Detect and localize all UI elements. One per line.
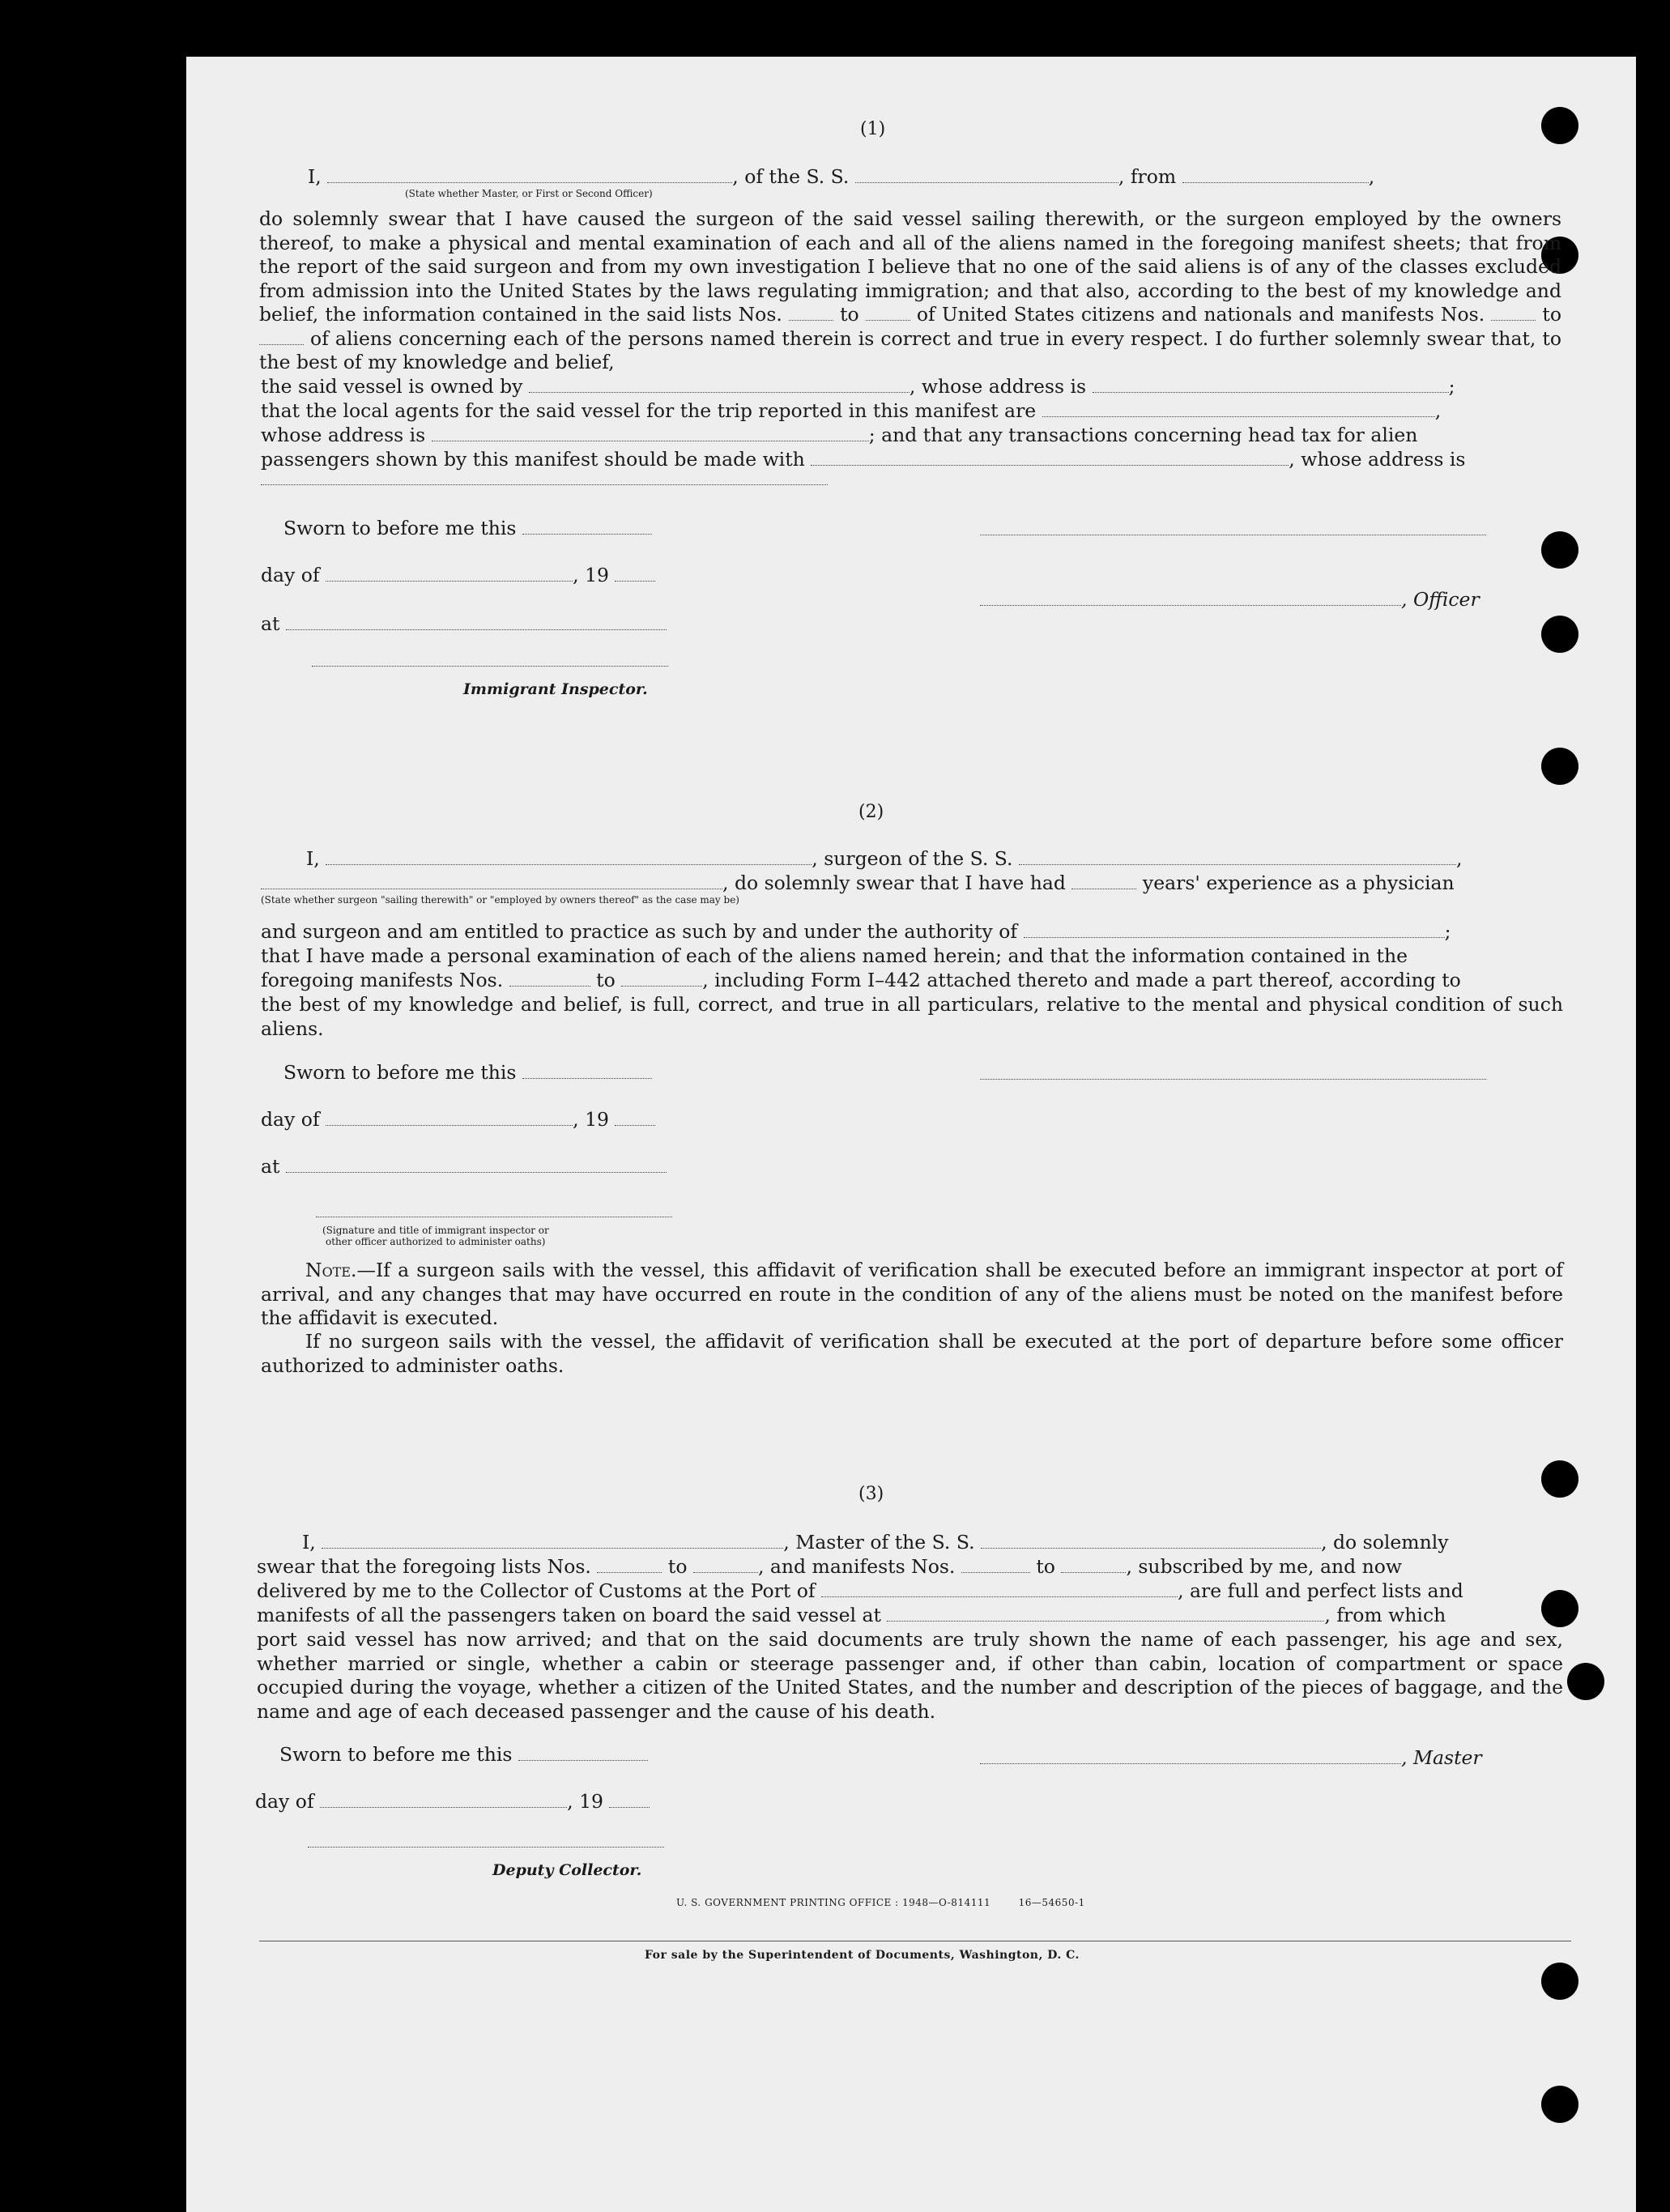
s1-i: I,: [308, 165, 322, 188]
s1-officer-signature-field[interactable]: [980, 590, 1401, 606]
s3-line-3: [257, 1579, 1463, 1602]
s3-line-1: [302, 1531, 1449, 1554]
s3-manifests-from-field[interactable]: [961, 1557, 1030, 1573]
s2-signature-note-1: (Signature and title of immigrant inspector or: [322, 1225, 549, 1236]
s3-sworn-date-field[interactable]: [518, 1745, 648, 1761]
s1-day-of-field[interactable]: [326, 565, 573, 582]
s1-from-port-field[interactable]: [1182, 167, 1369, 183]
s3-line-4: [257, 1604, 1446, 1626]
s1-lists-from-field[interactable]: [789, 305, 833, 321]
s2-year-field[interactable]: [615, 1110, 655, 1126]
section-1-number: (1): [860, 119, 886, 139]
s2-authority-field[interactable]: [1024, 922, 1445, 938]
s1-comma: ,: [1368, 165, 1375, 188]
s1-lists-to-field[interactable]: [866, 305, 910, 321]
s3-i: I,: [302, 1531, 316, 1554]
s1-from: , from: [1118, 165, 1177, 188]
s3-from-which: , from which: [1324, 1604, 1446, 1626]
s1-manifests-to-field[interactable]: [259, 329, 304, 345]
s1-sworn-line: [283, 517, 652, 539]
s2-signature-note-2: other officer authorized to administer oaths): [326, 1236, 546, 1247]
s2-surgeon-type-field[interactable]: [261, 873, 722, 889]
s1-head-tax: ; and that any transactions concerning head tax for alien: [868, 424, 1418, 446]
binder-hole-9: [1541, 1963, 1578, 2000]
s3-full: , are full and perfect lists and: [1178, 1579, 1463, 1602]
s1-day-of: day of: [261, 564, 320, 586]
s1-year-field[interactable]: [615, 565, 655, 582]
s3-swear: swear that the foregoing lists Nos.: [257, 1555, 591, 1578]
s1-whose-address-is: , whose address is: [909, 375, 1087, 398]
s3-manifests-to-field[interactable]: [1061, 1557, 1126, 1573]
s2-authority: and surgeon and am entitled to practice as such by and under the authority of: [261, 920, 1018, 943]
form-page: [186, 57, 1636, 2212]
s2-at-line: [261, 1155, 667, 1178]
s1-at: at: [261, 612, 280, 635]
binder-hole-1: [1541, 107, 1578, 144]
s2-nineteen: , 19: [573, 1108, 609, 1131]
s2-day-of-field[interactable]: [326, 1110, 573, 1126]
s1-at-line: [261, 612, 667, 635]
s1-passengers-shown: passengers shown by this manifest should be made with: [261, 448, 805, 471]
s3-lists-to-field[interactable]: [693, 1557, 758, 1573]
s1-head-tax-address-field[interactable]: [261, 484, 828, 485]
s2-sworn-line: [283, 1061, 652, 1084]
s3-master-ss: , Master of the S. S.: [783, 1531, 975, 1554]
s3-line-2: [257, 1555, 1402, 1578]
s2-years-field[interactable]: [1071, 873, 1136, 889]
s3-delivered: delivered by me to the Collector of Customs at the Port of: [257, 1579, 816, 1602]
s1-state-note: (State whether Master, or First or Second Officer): [405, 188, 653, 199]
s2-state-note: (State whether surgeon "sailing therewith" or "employed by owners thereof" as the case may be): [261, 894, 739, 906]
s1-of-us: of United States citizens and nationals and manifests Nos.: [916, 303, 1485, 326]
binder-hole-10: [1541, 2086, 1578, 2123]
s2-years: years' experience as a physician: [1142, 872, 1455, 894]
s2-comma: ,: [1456, 847, 1463, 870]
s3-do-solemnly: , do solemnly: [1321, 1531, 1449, 1554]
s3-and-manifests: , and manifests Nos.: [757, 1555, 956, 1578]
s1-owner-field[interactable]: [529, 377, 910, 393]
s1-owned-line: [261, 375, 1455, 398]
binder-hole-4: [1541, 616, 1578, 653]
binder-hole-6: [1541, 1460, 1578, 1498]
s2-note-text: —If a surgeon sails with the vessel, this affidavit of verification shall be executed before an immigrant inspector at port of arrival, and any changes that may have occurred en route in the condition of any of the aliens must be noted on the manifest before the affidavit is executed.: [261, 1259, 1563, 1329]
s3-nineteen: , 19: [567, 1790, 603, 1813]
s3-day-of: day of: [255, 1790, 314, 1813]
s2-vessel-name-field[interactable]: [1019, 849, 1456, 865]
s2-exam: that I have made a personal examination of each of the aliens named herein; and that the information contained in the: [261, 944, 1408, 967]
s1-officer-label: , Officer: [1401, 588, 1480, 611]
s1-oath-text: do solemnly swear that I have caused the surgeon of the said vessel sailing therewith, or the surgeon employed by the owners thereof, to make a physical and mental examination of each and all of the aliens named in the foregoing manifest sheets; that from the report of the said surgeon and from my own investigation I believe that no one of the said aliens is of any of the classes excluded from admission into the United States by the laws regulating immigration; and that also, according to the best of my knowledge and belief, the information contained in the said lists Nos.: [259, 207, 1561, 326]
s1-vessel-name-field[interactable]: [855, 167, 1118, 183]
s3-port-field[interactable]: [821, 1581, 1178, 1597]
s3-year-field[interactable]: [609, 1792, 650, 1808]
s1-officer-name-field[interactable]: [327, 167, 732, 183]
s2-line-1: [306, 847, 1463, 870]
s1-sworn-date-field[interactable]: [522, 518, 652, 535]
s3-master-label: , Master: [1401, 1746, 1482, 1769]
binder-hole-3: [1541, 531, 1578, 569]
s2-note-label: Note.: [305, 1259, 357, 1281]
s1-semicolon: ;: [1448, 375, 1455, 398]
s2-sworn-date-field[interactable]: [522, 1063, 652, 1079]
s1-whose-address-end: , whose address is: [1289, 448, 1466, 471]
s2-authority-line: [261, 920, 1451, 943]
section-2-number: (2): [858, 802, 884, 822]
s2-note-paragraph: [261, 1259, 1563, 1331]
s1-local-agents: that the local agents for the said vessel for the trip reported in this manifest are: [261, 399, 1037, 422]
s3-master-line: [980, 1746, 1482, 1769]
s2-signature-line[interactable]: [980, 1079, 1486, 1080]
binder-hole-7: [1541, 1590, 1578, 1627]
s1-inspector-signature-line[interactable]: [312, 666, 668, 667]
s1-at-field[interactable]: [286, 614, 667, 630]
s2-surgeon-ss: , surgeon of the S. S.: [812, 847, 1013, 870]
s2-foregoing-line: [261, 969, 1461, 991]
s1-agents-field[interactable]: [1042, 401, 1435, 417]
s2-foregoing: foregoing manifests Nos.: [261, 969, 504, 991]
s2-to: to: [596, 969, 616, 991]
s1-agents-line: [261, 399, 1441, 422]
s2-manifests-to-field[interactable]: [621, 970, 702, 987]
s2-note-paragraph-2: If no surgeon sails with the vessel, the affidavit of verification shall be executed at the port of departure before some officer authorized to administer oaths.: [261, 1330, 1563, 1377]
s2-manifests-from-field[interactable]: [509, 970, 590, 987]
s3-master-signature-field[interactable]: [980, 1748, 1401, 1764]
s1-inspector-label: Immigrant Inspector.: [463, 680, 648, 698]
gpo-imprint: U. S. GOVERNMENT PRINTING OFFICE : 1948—O-814111 16—54650-1: [676, 1897, 1085, 1908]
s2-at-field[interactable]: [286, 1157, 667, 1173]
s3-to-1: to: [667, 1555, 688, 1578]
s2-including: , including Form I–442 attached thereto and made a part thereof, according to: [702, 969, 1461, 991]
s2-exam-line: [261, 944, 1408, 967]
s2-semicolon: ;: [1444, 920, 1451, 943]
s2-day-line: [261, 1108, 655, 1131]
s2-surgeon-name-field[interactable]: [326, 849, 812, 865]
s3-master-name-field[interactable]: [322, 1532, 783, 1549]
s1-owned-by: the said vessel is owned by: [261, 375, 523, 398]
s1-whose-address: whose address is: [261, 424, 426, 446]
s1-oath-paragraph: [259, 207, 1561, 375]
s1-agents-address-line: [261, 424, 1417, 446]
s1-agents-address-field[interactable]: [432, 425, 869, 441]
s1-head-tax-agent-field[interactable]: [811, 450, 1289, 466]
s3-deputy-signature-line[interactable]: [308, 1847, 664, 1848]
s2-sworn-label: Sworn to before me this: [283, 1061, 517, 1084]
binder-hole-5: [1541, 748, 1578, 785]
s2-line-2: [261, 872, 1455, 894]
s1-line-1: [308, 165, 1515, 188]
s3-day-of-field[interactable]: [320, 1792, 567, 1808]
section-3-number: (3): [858, 1484, 884, 1504]
s1-officer-line: [980, 588, 1480, 611]
binder-hole-8: [1567, 1663, 1604, 1700]
s1-head-tax-line: [261, 448, 1465, 471]
s2-at: at: [261, 1155, 280, 1178]
s2-i: I,: [306, 847, 320, 870]
s1-owner-address-field[interactable]: [1093, 377, 1449, 393]
s2-rest-paragraph: the best of my knowledge and belief, is full, correct, and true in all particulars, relative to the mental and physical condition of such aliens.: [261, 993, 1563, 1040]
s3-sworn-line: [279, 1743, 648, 1766]
s3-manifests-all: manifests of all the passengers taken on board the said vessel at: [257, 1604, 881, 1626]
s1-of-aliens: of aliens concerning each of the persons named therein is correct and true in every respect. I do further solemnly swear that, to the best of my knowledge and belief,: [259, 326, 1561, 373]
s2-solemnly: , do solemnly swear that I have had: [722, 872, 1066, 894]
s2-day-of: day of: [261, 1108, 320, 1131]
s1-to-2: to: [1542, 303, 1561, 326]
s3-subscribed: , subscribed by me, and now: [1126, 1555, 1403, 1578]
sale-notice: For sale by the Superintendent of Documents, Washington, D. C.: [645, 1949, 1080, 1962]
s3-departure-port-field[interactable]: [887, 1605, 1324, 1622]
s3-to-2: to: [1036, 1555, 1055, 1578]
s3-lists-from-field[interactable]: [597, 1557, 662, 1573]
s3-rest-paragraph: port said vessel has now arrived; and that on the said documents are truly shown the name of each passenger, his age and sex, whether married or single, whether a cabin or steerage passenger and, if other than cabin, location of compartment or space occupied during the voyage, whether a citizen of the United States, and the number and description of the pieces of baggage, and the name and age of each deceased passenger and the cause of his death.: [257, 1628, 1563, 1723]
s1-manifests-from-field[interactable]: [1491, 305, 1536, 321]
s1-day-line: [261, 564, 655, 586]
s3-day-line: [255, 1790, 650, 1813]
s1-to-1: to: [840, 303, 859, 326]
s1-comma-2: ,: [1434, 399, 1442, 422]
s3-vessel-name-field[interactable]: [981, 1532, 1321, 1549]
s3-sworn-label: Sworn to before me this: [279, 1743, 513, 1766]
s3-deputy-label: Deputy Collector.: [492, 1861, 642, 1879]
s1-of-ss: , of the S. S.: [732, 165, 850, 188]
s1-nineteen: , 19: [573, 564, 609, 586]
s1-sworn-label: Sworn to before me this: [283, 517, 517, 539]
